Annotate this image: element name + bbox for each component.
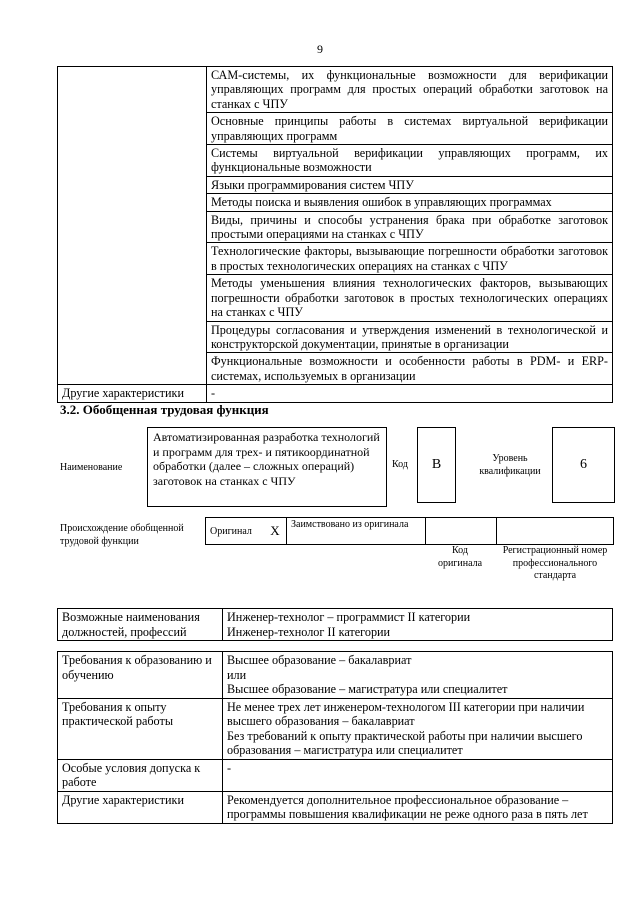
other-characteristics-value: - xyxy=(207,385,613,402)
knowledge-table-key xyxy=(58,67,207,385)
page-number: 9 xyxy=(317,42,323,56)
knowledge-item: Системы виртуальной верификации управляющих программ, их функциональные возможности xyxy=(207,145,613,177)
table-row xyxy=(58,698,613,759)
knowledge-item: Функциональные возможности и особенности работы в PDM- и ERP-системах, используемых в организации xyxy=(207,353,613,385)
special-conditions-label: Особые условия допуска к работе xyxy=(58,759,223,791)
table-row xyxy=(58,759,613,791)
education-label: Требования к образованию и обучению xyxy=(58,652,223,699)
code-label: Код xyxy=(392,459,408,470)
code-box: B xyxy=(417,427,456,503)
other-characteristics-label: Другие характеристики xyxy=(58,385,207,402)
table-row xyxy=(58,791,613,823)
original-mark: X xyxy=(264,518,287,545)
borrowed-label: Заимствовано из оригинала xyxy=(287,518,426,545)
other-label: Другие характеристики xyxy=(58,791,223,823)
name-label: Наименование xyxy=(60,462,123,473)
requirements-table xyxy=(57,651,613,824)
experience-label: Требования к опыту практической работы xyxy=(58,698,223,759)
table-row xyxy=(58,652,613,699)
knowledge-item: САМ-системы, их функциональные возможности для верификации управляющих программ для простых операций обработки заготовок на станках с ЧПУ xyxy=(207,67,613,113)
positions-values xyxy=(223,609,613,641)
other-value: Рекомендуется дополнительное профессиональное образование – программы повышения квалификации не реже одного раза в пять лет xyxy=(223,791,613,823)
knowledge-item: Языки программирования систем ЧПУ xyxy=(207,176,613,193)
origin-label: Происхождение обобщенной трудовой функции xyxy=(60,523,184,547)
level-box: 6 xyxy=(552,427,615,503)
knowledge-item: Методы уменьшения влияния технологических факторов, вызывающих погрешности обработки заготовок в простых технологических операциях на станках с ЧПУ xyxy=(207,275,613,321)
knowledge-item: Виды, причины и способы устранения брака при обработке заготовок простыми операциями на станках с ЧПУ xyxy=(207,211,613,243)
special-conditions-value: - xyxy=(223,759,613,791)
function-name-box: Автоматизированная разработка технологий и программ для трех- и пятикоординатной обработки (далее – сложных операций) заготовок на станках с ЧПУ xyxy=(147,427,387,507)
knowledge-item: Основные принципы работы в системах виртуальной верификации управляющих программ xyxy=(207,113,613,145)
education-values: Высшее образование – бакалавриат или Высшее образование – магистратура или специалитет xyxy=(223,652,613,699)
reg-number-cell xyxy=(497,518,614,545)
knowledge-item: Технологические факторы, вызывающие погрешности обработки заготовок в простых технологических операциях на станках с ЧПУ xyxy=(207,243,613,275)
code-original-label: Код оригинала xyxy=(437,545,483,569)
level-label: Уровень квалификации xyxy=(479,453,541,477)
position-item: Инженер-технолог II категории xyxy=(227,624,391,639)
positions-table xyxy=(57,608,613,641)
section-title: 3.2. Обобщенная трудовая функция xyxy=(60,402,269,417)
knowledge-table xyxy=(57,66,613,403)
origin-table xyxy=(205,517,614,545)
knowledge-item: Методы поиска и выявления ошибок в управляющих программах xyxy=(207,194,613,211)
reg-number-label: Регистрационный номер профессионального стандарта xyxy=(502,545,608,581)
experience-values: Не менее трех лет инженером-технологом III категории при наличии высшего образования – бакалавриат Без требований к опыту практической работы при наличии высшего образования – магистратура или специалитет xyxy=(223,698,613,759)
knowledge-item: Процедуры согласования и утверждения изменений в технологической и конструкторской документации, принятые в организации xyxy=(207,321,613,353)
position-item: Инженер-технолог – программист II категории xyxy=(227,610,471,624)
positions-label: Возможные наименования должностей, профессий xyxy=(58,609,223,641)
code-original-cell xyxy=(426,518,497,545)
original-label: Оригинал xyxy=(206,518,265,545)
